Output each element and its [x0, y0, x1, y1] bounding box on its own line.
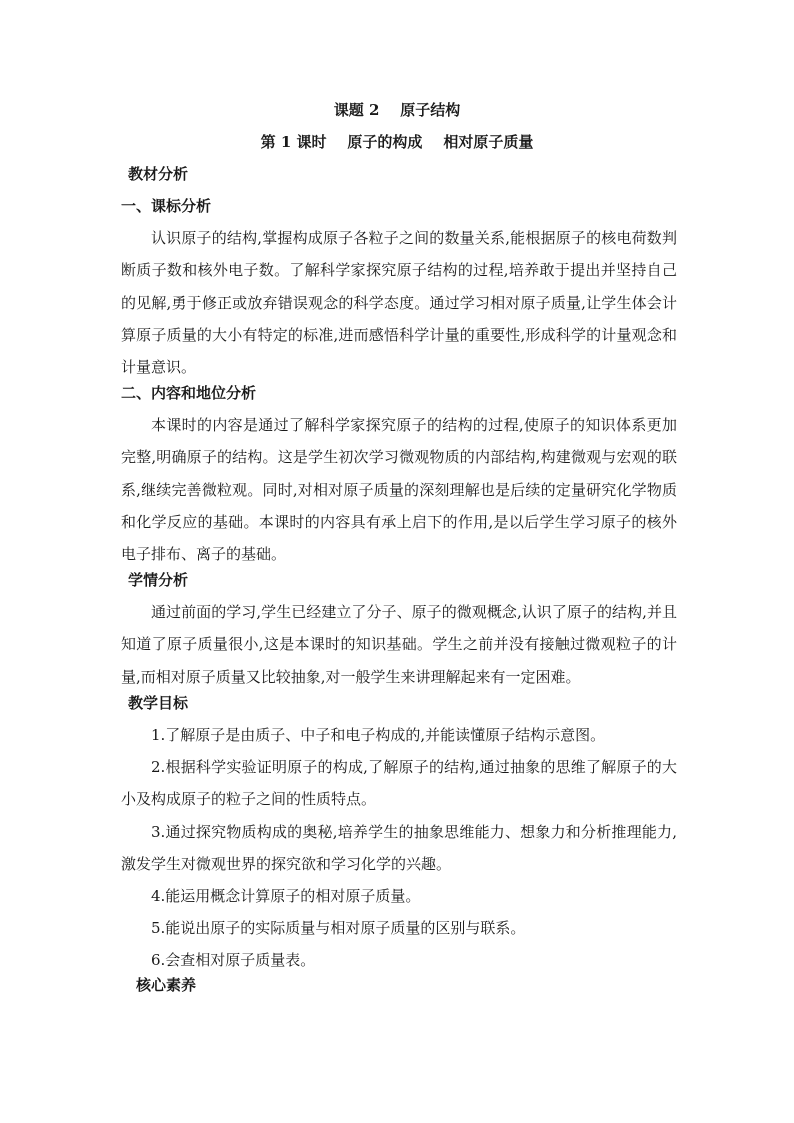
heading-learner-analysis: 学情分析 [128, 571, 189, 589]
goal-item: 4.能运用概念计算原子的相对原子质量。 [151, 887, 421, 905]
heading-curriculum-analysis: 一、课标分析 [121, 197, 212, 215]
goal-item: 1.了解原子是由质子、中子和电子构成的,并能读懂原子结构示意图。 [151, 726, 606, 744]
document-subtitle: 第 1 课时 原子的构成 相对原子质量 [260, 133, 534, 151]
heading-teaching-goals: 教学目标 [128, 694, 189, 712]
paragraph-curriculum-analysis: 认识原子的结构,掌握构成原子各粒子之间的数量关系,能根据原子的核电荷数判断质子数和核外电子数。了解科学家探究原子结构的过程,培养敢于提出并坚持自己的见解,勇于修正或放弃错误观念的科学态度。通过学习相对原子质量,让学生体会计算原子质量的大小有特定的标准,进而感悟科学计量的重要性,形成科学的计量观念和计量意识。 [121, 229, 677, 377]
goal-item: 3.通过探究物质构成的奥秘,培养学生的抽象思维能力、想象力和分析推理能力,激发学生对微观世界的探究欲和学习化学的兴趣。 [121, 823, 677, 874]
goal-item: 2.根据科学实验证明原子的构成,了解原子的结构,通过抽象的思维了解原子的大小及构成原子的粒子之间的性质特点。 [121, 758, 677, 809]
heading-textbook-analysis: 教材分析 [128, 165, 189, 183]
document-title: 课题 2 原子结构 [333, 101, 461, 119]
heading-content-position: 二、内容和地位分析 [121, 384, 257, 402]
heading-core-literacy: 核心素养 [136, 976, 197, 994]
paragraph-learner-analysis: 通过前面的学习,学生已经建立了分子、原子的微观概念,认识了原子的结构,并且知道了原子质量很小,这是本课时的知识基础。学生之前并没有接触过微观粒子的计量,而相对原子质量又比较抽象,对一般学生来讲理解起来有一定困难。 [121, 603, 677, 686]
goal-item: 6.会查相对原子质量表。 [151, 951, 316, 969]
paragraph-content-position: 本课时的内容是通过了解科学家探究原子的结构的过程,使原子的知识体系更加完整,明确原子的结构。这是学生初次学习微观物质的内部结构,构建微观与宏观的联系,继续完善微粒观。同时,对相对原子质量的深刻理解也是后续的定量研究化学物质和化学反应的基础。本课时的内容具有承上启下的作用,是以后学生学习原子的核外电子排布、离子的基础。 [121, 416, 677, 564]
goal-item: 5.能说出原子的实际质量与相对原子质量的区别与联系。 [151, 919, 526, 937]
